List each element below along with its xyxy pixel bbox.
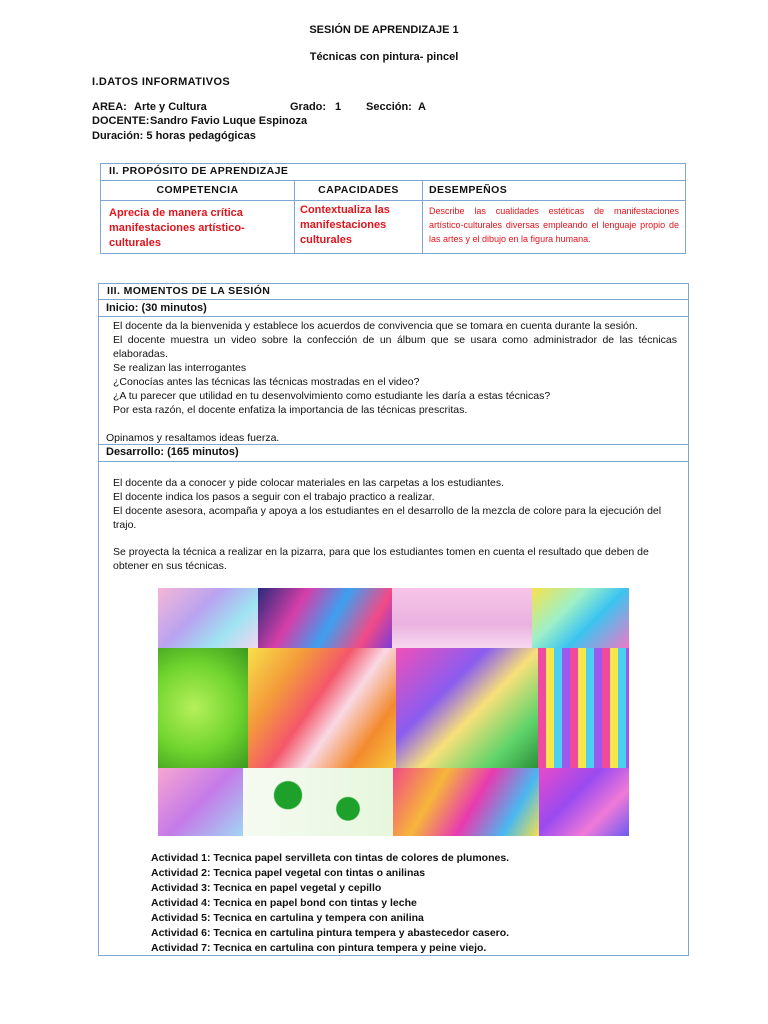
momentos-table: [98, 283, 689, 956]
activity-item: Actividad 7: Tecnica en cartulina con pintura tempera y peine viejo.: [151, 942, 487, 954]
desarrollo-line: El docente asesora, acompaña y apoya a los estudiantes en el desarrollo de la mezcla de colore para la ejecución del trajo.: [113, 505, 662, 531]
technique-tile: [393, 768, 539, 836]
activity-item: Actividad 6: Tecnica en cartulina pintura tempera y abastecedor casero.: [151, 927, 510, 939]
technique-tile: [392, 588, 532, 648]
technique-tile: [532, 588, 629, 648]
row-divider: [101, 180, 685, 181]
capacidades-text: Contextualiza las manifestaciones culturales: [300, 204, 390, 246]
col-capacidades: CAPACIDADES: [318, 184, 399, 196]
technique-tile: [158, 588, 258, 648]
inicio-line: Por esta razón, el docente enfatiza la importancia de las técnicas prescritas.: [113, 404, 468, 416]
inicio-line: ¿A tu parecer que utilidad en tu desenvolvimiento como estudiante les daría a estas técnicas?: [113, 390, 551, 402]
activity-item: Actividad 4: Tecnica en papel bond con tintas y leche: [151, 897, 417, 909]
desarrollo-projection: Se proyecta la técnica a realizar en la pizarra, para que los estudiantes tomen en cuenta el resultado que deben de obtener en sus técnicas.: [113, 546, 649, 572]
seccion-value: A: [418, 101, 426, 113]
row-divider: [99, 461, 688, 462]
inicio-closing: Opinamos y resaltamos ideas fuerza.: [106, 432, 280, 444]
row-divider: [99, 316, 688, 317]
grado-value: 1: [335, 101, 342, 113]
grado-label: Grado:: [290, 101, 327, 113]
col-desempenos: DESEMPEÑOS: [429, 184, 508, 196]
technique-tile: [258, 588, 392, 648]
row-divider: [99, 444, 688, 445]
docente-value: Sandro Favio Luque Espinoza: [150, 115, 308, 127]
inicio-line: El docente muestra un video sobre la confección de un álbum que se usara como administrador de las técnicas elaboradas.: [113, 334, 677, 360]
technique-tile: [158, 648, 248, 768]
activity-item: Actividad 5: Tecnica en cartulina y tempera con anilina: [151, 912, 424, 924]
technique-tile: [396, 648, 538, 768]
col-divider: [422, 180, 423, 254]
desarrollo-line: El docente indica los pasos a seguir con el trabajo practico a realizar.: [113, 491, 435, 503]
activity-item: Actividad 2: Tecnica papel vegetal con tintas o anilinas: [151, 867, 426, 879]
row-divider: [101, 200, 685, 201]
inicio-line: ¿Conocías antes las técnicas las técnicas mostradas en el video?: [113, 376, 420, 388]
momentos-heading: III. MOMENTOS DE LA SESIÓN: [107, 285, 271, 297]
seccion-label: Sección:: [366, 101, 412, 113]
inicio-line: Se realizan las interrogantes: [113, 362, 247, 374]
techniques-collage: [158, 588, 629, 836]
technique-tile: [248, 648, 396, 768]
activity-item: Actividad 3: Tecnica en papel vegetal y cepillo: [151, 882, 382, 894]
technique-tile: [158, 768, 243, 836]
docente-label: DOCENTE:: [92, 115, 150, 127]
duracion: Duración: 5 horas pedagógicas: [92, 130, 256, 142]
desempenos-text: Describe las cualidades estéticas de manifestaciones artístico-culturales diversas empleando el lenguaje propio de las artes y el dibujo en la figura humana.: [429, 206, 679, 244]
technique-tile: [539, 768, 629, 836]
area-label: AREA:: [92, 101, 127, 113]
col-competencia: COMPETENCIA: [156, 184, 239, 196]
proposito-table: [100, 163, 686, 254]
document-subtitle: Técnicas con pintura- pincel: [309, 51, 459, 63]
row-divider: [99, 299, 688, 300]
inicio-label: Inicio: (30 minutos): [106, 302, 207, 314]
technique-tile: [243, 768, 393, 836]
inicio-line: El docente da la bienvenida y establece los acuerdos de convivencia que se tomara en cuenta durante la sesión.: [113, 320, 638, 332]
activity-item: Actividad 1: Tecnica papel servilleta con tintas de colores de plumones.: [151, 852, 510, 864]
area-value: Arte y Cultura: [134, 101, 207, 113]
desarrollo-label: Desarrollo: (165 minutos): [106, 446, 239, 458]
competencia-text: Aprecia de manera crítica manifestaciones artístico-culturales: [109, 207, 245, 249]
proposito-heading: II. PROPÓSITO DE APRENDIZAJE: [109, 165, 289, 177]
datos-heading: I.DATOS INFORMATIVOS: [92, 76, 231, 88]
desarrollo-line: El docente da a conocer y pide colocar materiales en las carpetas a los estudiantes.: [113, 477, 505, 489]
technique-tile: [538, 648, 629, 768]
document-title: SESIÓN DE APRENDIZAJE 1: [309, 24, 459, 36]
